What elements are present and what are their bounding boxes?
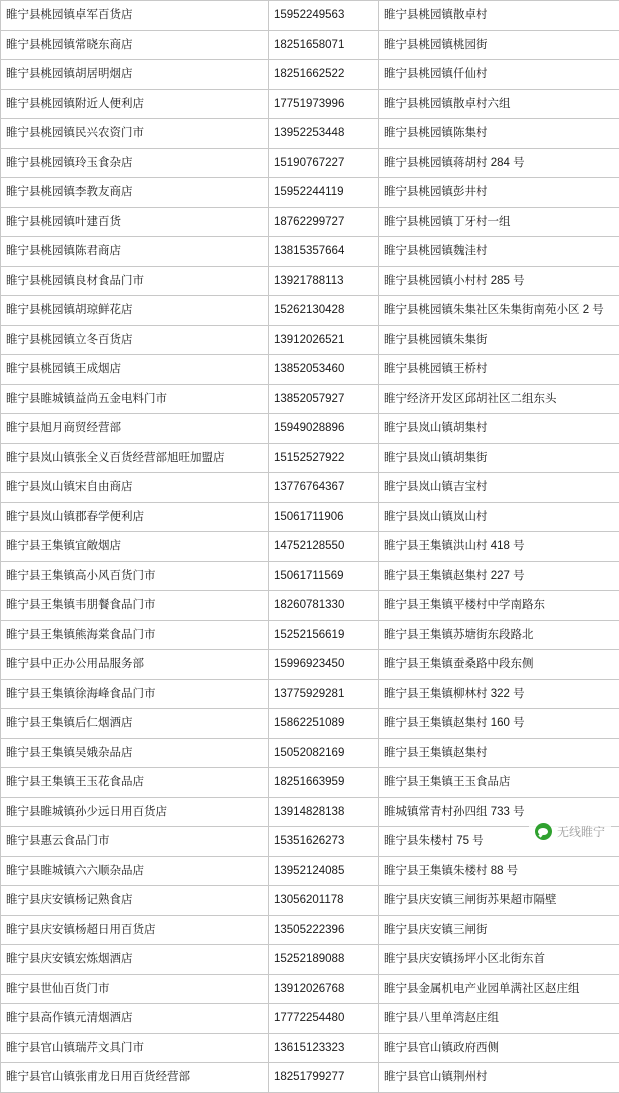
- cell-name: 睢宁县王集镇宜敞烟店: [1, 532, 269, 562]
- cell-address: 睢宁县金属机电产业园单满社区赵庄组: [379, 974, 619, 1004]
- cell-phone: 15996923450: [269, 650, 379, 680]
- table-row: [1, 1063, 619, 1093]
- cell-address: 睢宁县王集镇赵集村 160 号: [379, 709, 619, 739]
- cell-name: 睢宁县庆安镇杨超日用百货店: [1, 915, 269, 945]
- table-row: [1, 561, 619, 591]
- cell-name: 睢宁县王集镇徐海峰食品门市: [1, 679, 269, 709]
- cell-address: 睢宁县朱楼村 75 号: [379, 827, 619, 857]
- cell-name: 睢宁县桃园镇立冬百货店: [1, 325, 269, 355]
- cell-address: 睢宁县官山镇荆州村: [379, 1063, 619, 1093]
- cell-phone: 13852053460: [269, 355, 379, 385]
- cell-name: 睢宁县岚山镇宋自由商店: [1, 473, 269, 503]
- table-row: [1, 89, 619, 119]
- cell-phone: 13912026521: [269, 325, 379, 355]
- cell-phone: 17751973996: [269, 89, 379, 119]
- leaf-circle-icon: [535, 823, 552, 840]
- cell-address: 睢宁县岚山镇胡集街: [379, 443, 619, 473]
- cell-name: 睢宁县岚山镇张全义百货经营部旭旺加盟店: [1, 443, 269, 473]
- cell-phone: 13914828138: [269, 797, 379, 827]
- cell-name: 睢宁县庆安镇宏炼烟酒店: [1, 945, 269, 975]
- cell-address: 睢宁县桃园镇小村村 285 号: [379, 266, 619, 296]
- cell-name: 睢宁县桃园镇附近人便利店: [1, 89, 269, 119]
- cell-address: 睢宁县王集镇柳林村 322 号: [379, 679, 619, 709]
- table-row: [1, 178, 619, 208]
- cell-name: 睢宁县睢城镇益尚五金电料门市: [1, 384, 269, 414]
- table-row: [1, 266, 619, 296]
- table-row: [1, 709, 619, 739]
- cell-phone: 15949028896: [269, 414, 379, 444]
- cell-address: 睢宁县王集镇赵集村 227 号: [379, 561, 619, 591]
- cell-phone: 15252189088: [269, 945, 379, 975]
- table-body: [1, 1, 619, 1093]
- cell-phone: 15952249563: [269, 1, 379, 31]
- cell-name: 睢宁县王集镇熊海棠食品门市: [1, 620, 269, 650]
- table-row: [1, 797, 619, 827]
- cell-name: 睢宁县桃园镇胡琼鲜花店: [1, 296, 269, 326]
- cell-phone: 18762299727: [269, 207, 379, 237]
- cell-address: 睢宁县桃园镇蒋胡村 284 号: [379, 148, 619, 178]
- cell-phone: 15061711569: [269, 561, 379, 591]
- table-row: [1, 915, 619, 945]
- cell-address: 睢宁县桃园镇魏洼村: [379, 237, 619, 267]
- table-row: [1, 974, 619, 1004]
- cell-address: 睢宁县王集镇苏塘街东段路北: [379, 620, 619, 650]
- table-row: [1, 119, 619, 149]
- watermark-badge: [529, 820, 611, 843]
- cell-address: 睢宁县岚山镇岚山村: [379, 502, 619, 532]
- table-row: [1, 1, 619, 31]
- cell-phone: 15190767227: [269, 148, 379, 178]
- cell-name: 睢宁县睢城镇六六顺杂品店: [1, 856, 269, 886]
- table-row: [1, 473, 619, 503]
- table-row: [1, 532, 619, 562]
- table-row: [1, 148, 619, 178]
- cell-phone: 15061711906: [269, 502, 379, 532]
- cell-phone: 18251799277: [269, 1063, 379, 1093]
- table-row: [1, 414, 619, 444]
- table-row: [1, 443, 619, 473]
- cell-phone: 13912026768: [269, 974, 379, 1004]
- table-row: [1, 296, 619, 326]
- cell-phone: 13056201178: [269, 886, 379, 916]
- cell-address: 睢宁县王集镇朱楼村 88 号: [379, 856, 619, 886]
- cell-address: 睢宁县王集镇洪山村 418 号: [379, 532, 619, 562]
- cell-phone: 15152527922: [269, 443, 379, 473]
- cell-phone: 15252156619: [269, 620, 379, 650]
- cell-phone: 13776764367: [269, 473, 379, 503]
- cell-name: 睢宁县王集镇吴娥杂品店: [1, 738, 269, 768]
- cell-address: 睢宁县王集镇蚕桑路中段东侧: [379, 650, 619, 680]
- table-row: [1, 502, 619, 532]
- cell-address: 睢宁县八里单湾赵庄组: [379, 1004, 619, 1034]
- cell-name: 睢宁县桃园镇王成烟店: [1, 355, 269, 385]
- cell-phone: 15351626273: [269, 827, 379, 857]
- cell-address: 睢宁县桃园镇王桥村: [379, 355, 619, 385]
- table-row: [1, 207, 619, 237]
- cell-name: 睢宁县世仙百货门市: [1, 974, 269, 1004]
- cell-name: 睢宁县桃园镇李教友商店: [1, 178, 269, 208]
- cell-phone: 13952253448: [269, 119, 379, 149]
- cell-name: 睢宁县睢城镇孙少远日用百货店: [1, 797, 269, 827]
- cell-address: 睢宁县桃园镇桃园街: [379, 30, 619, 60]
- cell-phone: 15052082169: [269, 738, 379, 768]
- cell-name: 睢宁县桃园镇卓军百货店: [1, 1, 269, 31]
- cell-name: 睢宁县岚山镇郡春学便利店: [1, 502, 269, 532]
- cell-phone: 18251658071: [269, 30, 379, 60]
- cell-phone: 13775929281: [269, 679, 379, 709]
- cell-address: 睢宁县桃园镇彭井村: [379, 178, 619, 208]
- cell-address: 睢宁县岚山镇吉宝村: [379, 473, 619, 503]
- cell-phone: 13952124085: [269, 856, 379, 886]
- cell-address: 睢宁县桃园镇仟仙村: [379, 60, 619, 90]
- table-row: [1, 856, 619, 886]
- cell-name: 睢宁县官山镇瑞芹文具门市: [1, 1033, 269, 1063]
- table-row: [1, 355, 619, 385]
- cell-name: 睢宁县桃园镇玲玉食杂店: [1, 148, 269, 178]
- cell-address: 睢宁县桃园镇丁牙村一组: [379, 207, 619, 237]
- cell-name: 睢宁县王集镇后仁烟酒店: [1, 709, 269, 739]
- cell-address: 睢宁县庆安镇三闸街: [379, 915, 619, 945]
- table-row: [1, 827, 619, 857]
- cell-phone: 15952244119: [269, 178, 379, 208]
- table-row: [1, 60, 619, 90]
- cell-name: 睢宁县桃园镇良材食品门市: [1, 266, 269, 296]
- cell-phone: 13615123323: [269, 1033, 379, 1063]
- cell-address: 睢宁县庆安镇三闸街苏果超市隔壁: [379, 886, 619, 916]
- table-row: [1, 768, 619, 798]
- table-row: [1, 945, 619, 975]
- cell-phone: 17772254480: [269, 1004, 379, 1034]
- table-row: [1, 650, 619, 680]
- cell-address: 睢宁县桃园镇散卓村六组: [379, 89, 619, 119]
- cell-phone: 15862251089: [269, 709, 379, 739]
- cell-address: 睢宁县官山镇政府西侧: [379, 1033, 619, 1063]
- cell-phone: 13815357664: [269, 237, 379, 267]
- table-row: [1, 325, 619, 355]
- cell-address: 睢宁县王集镇赵集村: [379, 738, 619, 768]
- cell-name: 睢宁县惠云食品门市: [1, 827, 269, 857]
- cell-name: 睢宁县中正办公用品服务部: [1, 650, 269, 680]
- cell-phone: 14752128550: [269, 532, 379, 562]
- cell-phone: 13505222396: [269, 915, 379, 945]
- cell-name: 睢宁县桃园镇常晓东商店: [1, 30, 269, 60]
- cell-name: 睢宁县桃园镇民兴农资门市: [1, 119, 269, 149]
- cell-phone: 13852057927: [269, 384, 379, 414]
- table-row: [1, 1033, 619, 1063]
- cell-address: 睢宁县王集镇平楼村中学南路东: [379, 591, 619, 621]
- cell-address: 睢宁县桃园镇朱集社区朱集街南苑小区 2 号: [379, 296, 619, 326]
- cell-name: 睢宁县王集镇高小风百货门市: [1, 561, 269, 591]
- table-row: [1, 237, 619, 267]
- cell-address: 睢宁经济开发区邱胡社区二组东头: [379, 384, 619, 414]
- cell-phone: 18251662522: [269, 60, 379, 90]
- cell-phone: 18260781330: [269, 591, 379, 621]
- table-row: [1, 679, 619, 709]
- table-row: [1, 1004, 619, 1034]
- cell-name: 睢宁县桃园镇叶建百货: [1, 207, 269, 237]
- cell-name: 睢宁县官山镇张甫龙日用百货经营部: [1, 1063, 269, 1093]
- cell-name: 睢宁县桃园镇胡居明烟店: [1, 60, 269, 90]
- table-row: [1, 30, 619, 60]
- table-row: [1, 886, 619, 916]
- cell-address: 睢宁县桃园镇散卓村: [379, 1, 619, 31]
- cell-name: 睢宁县高作镇元清烟酒店: [1, 1004, 269, 1034]
- cell-address: 睢城镇常青村孙四组 733 号: [379, 797, 619, 827]
- cell-name: 睢宁县桃园镇陈君商店: [1, 237, 269, 267]
- cell-address: 睢宁县桃园镇陈集村: [379, 119, 619, 149]
- watermark-label: 无线睢宁: [557, 823, 605, 840]
- cell-name: 睢宁县王集镇韦朋餐食品门市: [1, 591, 269, 621]
- cell-address: 睢宁县岚山镇胡集村: [379, 414, 619, 444]
- cell-phone: 13921788113: [269, 266, 379, 296]
- table-row: [1, 620, 619, 650]
- cell-phone: 18251663959: [269, 768, 379, 798]
- cell-address: 睢宁县庆安镇扬坪小区北街东首: [379, 945, 619, 975]
- table-row: [1, 591, 619, 621]
- cell-name: 睢宁县庆安镇杨记熟食店: [1, 886, 269, 916]
- cell-phone: 15262130428: [269, 296, 379, 326]
- cell-address: 睢宁县桃园镇朱集街: [379, 325, 619, 355]
- cell-address: 睢宁县王集镇王玉食品店: [379, 768, 619, 798]
- cell-name: 睢宁县旭月商贸经营部: [1, 414, 269, 444]
- cell-name: 睢宁县王集镇王玉花食品店: [1, 768, 269, 798]
- table-row: [1, 738, 619, 768]
- table-row: [1, 384, 619, 414]
